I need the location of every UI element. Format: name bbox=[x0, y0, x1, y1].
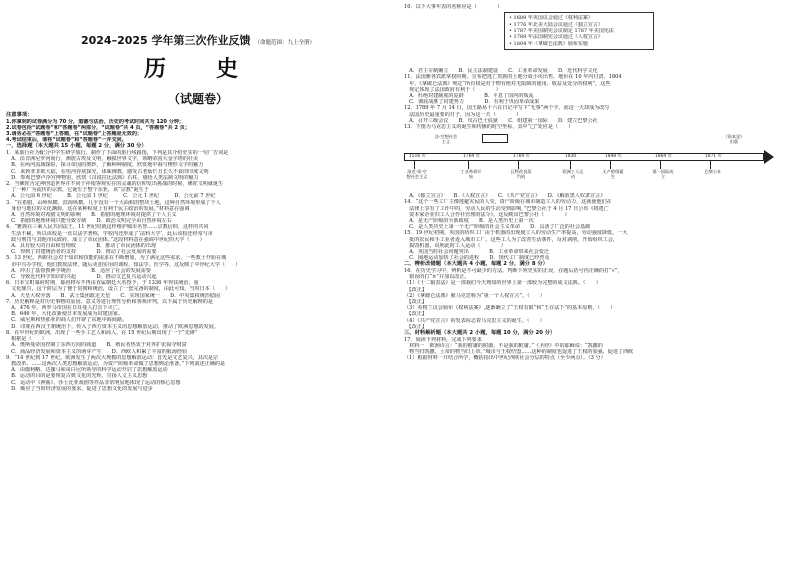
question-line: 身份与地位的文化渊源，这在某种程度上有利于民主政治的发展。”材料意在强调 bbox=[6, 205, 190, 212]
question-line: A．杜绝封建制度的复辟 B．平息了国内的叛乱 bbox=[404, 93, 534, 100]
question-line: 了一种广为流传的宗教，它诞生于整个东亚，该“宗教”诞生于 bbox=[6, 187, 149, 194]
subject-name: 历 史 bbox=[143, 57, 252, 82]
timeline-year: 1516 年 bbox=[409, 154, 426, 160]
notice-heading: 注意事项： bbox=[6, 112, 33, 118]
event-line: • 1776 年北美大陆会议通过《独立宣言》 bbox=[509, 21, 603, 28]
timeline-event-label: 欧洲工人运动 bbox=[562, 169, 584, 180]
notice-line: 1.你拿到的试卷满分为 70 分，道德与法治、历史的考试时间共为 120 分钟； bbox=[6, 118, 185, 125]
question-line: 规定体现了法国政府有利于（ ） bbox=[404, 86, 501, 93]
marxism-timeline bbox=[404, 131, 790, 191]
question-line: 9．“14 世纪到 17 世纪，欧洲发生了两次大规模的思想解放运动：首先是文艺复兴，其次是宗 bbox=[6, 354, 219, 361]
timeline-top-label: 法·空想社会主义 bbox=[434, 134, 458, 145]
event-line: • 1789 年法国制宪会议通过《人权宣言》 bbox=[509, 34, 603, 41]
question-line: C．来到亚非欧大陆，在恒河谷底探究，体味佛教，感受古老灿烂且长久不衰的印度文明 bbox=[6, 168, 209, 175]
event-chronology bbox=[404, 12, 790, 66]
question-line: 12．1789 年 7 月 14 日，国王路易十六在日记中写下“无事”两个字，而这一天却成为改写 bbox=[404, 105, 610, 112]
left-question-list bbox=[6, 143, 390, 392]
question-line: （2）《拿破仑法典》被马克思称为“第一个人权宣言”。（ ） bbox=[404, 292, 545, 299]
question-line: 14．“这个一些工厂主像逃避灾民的人受，资产阶级在城市制造工人的劳动力，这就使他们在 bbox=[404, 199, 612, 206]
question-line: 16．在历史学习中，辨析是不可缺少的方法。判断下列史实的正误，在题后括号内正确的打“√”， bbox=[404, 268, 623, 275]
question-line: 5．13 世纪，西欧社会对于知识和技能的需求在不断增加，为了满足这些需求，一些教士开始在城 bbox=[6, 255, 227, 262]
question-line: 年，《拿破仑法典》规定“所有权是对于物有绝对无限制的使用、收益及处分的权利”。这些 bbox=[404, 80, 611, 87]
question-line: A．是无产阶级的全新政权 B．是人类历史上第一次 bbox=[404, 218, 534, 225]
question-line: 资本家企业归工人合作社管理的法令》，这反映出巴黎公社（ ） bbox=[404, 211, 570, 218]
question-line: D．印度在西汉王朝统治下，传入了西方资本主义的思想解放运动，推动了欧洲思想的发展。 bbox=[6, 323, 219, 330]
event-line: • 1804 年《拿破仑法典》颁布实施 bbox=[509, 40, 588, 47]
section-heading: 二、辨析改错题（本大题共 4 小题，每题 2 分，满分 8 分） bbox=[404, 261, 548, 268]
question-line: A．公元前 6 世纪 B．公元前 1 世纪 C．公元 1 世纪 D．公元前 7 世纪 bbox=[6, 193, 216, 200]
question-line: 根据是（ ） bbox=[6, 336, 47, 343]
right-column bbox=[404, 4, 790, 558]
question-line: B．在两河流域探险，探寻帝国的奥妙，了解种种制度，欣赏地中海与楔形文字的魅力 bbox=[6, 162, 204, 169]
question-line: C．得到了封建统治者的支持 D．推动了社会发展的需要 bbox=[6, 249, 157, 256]
question-line: A．冲击了基督教神学统治 B．适应了社会的发展需要 bbox=[6, 267, 151, 274]
event-line: • 1787 年美国制宪会议制定 1787 年美国宪法 bbox=[509, 28, 614, 35]
timeline-year: 1871 年 bbox=[705, 154, 722, 160]
question-line: A．沿非洲尼罗河而行，测震古埃及文明，触摸世界文字，领略帝国大金字塔的壮美 bbox=[6, 156, 199, 163]
question-line: （1）《十二铜表法》是一部我们今天熟知的世界上第一部较为完整的成文法典。（ ） bbox=[404, 280, 601, 287]
question-line: D．顺应了当时经济发展的要求，促进了思想文化的发展与进步 bbox=[6, 385, 153, 392]
question-line: A．召开三级会议 B．攻占巴士底狱 C．组建第一国际 D．建立巴黎公社 bbox=[404, 117, 598, 124]
event-line: • 1689 年英国议会通过《权利法案》 bbox=[509, 15, 593, 22]
question-line: 法律上享有了工作中的，劳动人民的生活受到影响，”巴黎公社于 4 月 17 日公布《将逃亡 bbox=[404, 205, 609, 212]
question-line: 捣毁机器，说明此时工人运动（ ） bbox=[404, 242, 506, 249]
question-line: 【改正】 bbox=[404, 323, 427, 330]
question-line: 错误的打“×”并加以改正。 bbox=[404, 274, 470, 281]
question-line: A．英国当时社会问题突出 B．工业革命带来社会变迁 bbox=[404, 249, 549, 256]
timeline-year: 1764 年 bbox=[463, 154, 480, 160]
notice-list bbox=[6, 119, 390, 144]
exam-title-text: 2024–2025 学年第三次作业反馈 bbox=[80, 34, 251, 47]
question-line: 【改正】 bbox=[404, 286, 427, 293]
timeline-year: 1830 bbox=[565, 154, 577, 160]
question-line: 11．法国雅各宾派掌权时期，宣布把逃亡贵族的土地分成小块出售，地价在 10 年内付清。1804 bbox=[404, 74, 622, 81]
question-line: （1）根据材料一并结合所学，概括指出中世纪西欧社会分层的特点（至少两点）。（3 分） bbox=[404, 355, 606, 362]
right-question-list-top bbox=[404, 4, 790, 10]
timeline-year: 1864 年 bbox=[655, 154, 672, 160]
question-line: 生活不稀，所以该校是一直以法学著称，学校内还形成了‘法科大学’，此后该校还经常与市 bbox=[6, 230, 213, 237]
left-column bbox=[6, 4, 390, 558]
notice-line: 2.试卷包括“试题卷”和“答题卷”两部分，“试题卷”共 4 页，“答题卷”共 2 页； bbox=[6, 124, 190, 131]
question-line: 7．历史解释是对历史事物的原因、意义等进行理性分析和客观评判，以下属于历史解释的是 bbox=[6, 298, 213, 305]
question-line: 8．在中世纪的欧洲，出现了一些手工艺人和商人，在 15 世纪后期出现了一个“先锋” bbox=[6, 329, 198, 336]
question-line: 教改革。……这两次人类思想解放运动，为资产阶级革命做了思想舆论准备。”下列叙述正确的是 bbox=[6, 360, 226, 367]
question-line: C．导致近代科学知识的兴起 D．推动文艺复兴运动兴起 bbox=[6, 274, 157, 281]
exam-scope: （命题范围：九上全册） bbox=[254, 40, 316, 46]
question-line: 市中兴办学校，他们教授法律，随后更加实用的课程，知法学、医学等，这反映了中世纪大学（ ） bbox=[6, 261, 241, 268]
question-line: A．奥斯曼帝国控制了东西方间的商道 B．殖民者热衷于对外扩张掠夺财富 bbox=[6, 342, 187, 349]
question-line: B．646 年，大化改新使日本发展成为封建国家。 bbox=[6, 311, 123, 318]
question-line: 17．阅读下列材料，完成下列要求 bbox=[404, 336, 482, 343]
section-heading: 三、材料解析题（本大题共 2 小题，每题 10 分，满分 20 分） bbox=[404, 330, 556, 337]
timeline-event-label: 巴黎公社 bbox=[704, 169, 722, 175]
question-line: 政与刑罚与其他市民政府，成立了市民团体。”这段材料意在强调中世纪的大学（ ） bbox=[6, 236, 205, 243]
question-line: 材料一 欧洲诗言：“我的附庸的附庸，不是我的附庸。”《圣经》中的耶稣说：“凯撒的 bbox=[404, 342, 603, 349]
question-line: 15．19 世纪初期，英国的纺织工厂由于机器的出现使工人的劳动生产率提高，劳动强度降低，一大 bbox=[404, 230, 628, 237]
question-line: 物当归凯撒，上帝的物当归上帝。”城市与王权结盟……这种的制度也促进了王权的加强，促进了西欧 bbox=[404, 349, 634, 356]
question-line: A．476 年，西罗马帝国在日耳曼人打击下灭亡。 bbox=[6, 305, 123, 312]
right-question-list-mid bbox=[404, 68, 790, 130]
paper-type: （试题卷） bbox=[167, 92, 228, 106]
question-line: 3．“在希腊，山岭纵横，滨海纵横，几乎没有一个大面积的整块土地，这种自然环境形成了个人 bbox=[6, 199, 221, 206]
question-line: C．希腊的地理环境只能导致专制 D．政治文明完全由自然环境左右 bbox=[6, 218, 172, 225]
timeline-blank-box bbox=[482, 134, 508, 143]
question-line: 2．当佛陀否定神创造世界并不同于祥根客观实在的灵魂的信仰发出挑战的时候，佛陀文明就诞生 bbox=[6, 181, 224, 188]
question-line: D．参观巴黎卢浮宫博物馆，欣赏《汉谟拉比法典》石柱，感悟人类法制文明的魅力 bbox=[6, 174, 199, 181]
question-line: 13．下图为马克思主义的诞生和传播的时空坐标，其中“□”处应是（ ） bbox=[404, 124, 574, 131]
question-line: C．是人类历史上第一个无产阶级的社会主义革命 D．具备了广泛的社会基础 bbox=[404, 224, 591, 231]
notice-line: 4.考试结束后，请将“试题卷”和“答题卷”一并交回。 bbox=[6, 137, 127, 144]
question-line: A．具有较大的自由和管理权 B．推动了市民团体的出现 bbox=[6, 243, 157, 250]
question-line: 4．“雅典在三乘人民共同法王，11 世纪时就这样维护城市名誉……宗教信仰，这样的共同 bbox=[6, 224, 209, 231]
question-line: A．《独立宣言》 B．《人权宣言》 C．《共产党宣言》 D．《解放黑人奴隶宣言》 bbox=[404, 193, 606, 200]
question-line: C．威尼斯和热那亚的商人们开辟了东地中海商路。 bbox=[6, 317, 128, 324]
timeline-year: 1769 年 bbox=[513, 154, 530, 160]
question-line: 文化鼎兴，这个阶层为了便于贯彻和统治，设立了一套完备的制度，由此可知，当时日本（ ） bbox=[6, 286, 231, 293]
timeline-year: 1848 年 bbox=[605, 154, 622, 160]
question-line: C．运动中《神曲》、莎士比亚戏剧等作品非常明显地体现了运动的核心思想 bbox=[6, 379, 181, 386]
question-line: A．君主专制确立 B．民主法制建设 C．工业革命发展 D．近代科学文化 bbox=[404, 68, 598, 75]
event-box bbox=[504, 12, 654, 50]
timeline-event-label: 洛克·英·空想社会主义 bbox=[406, 169, 428, 180]
question-line: C．彻底战胜了封建势力 D．有利于巩固革命成果 bbox=[404, 99, 540, 106]
question-line: 法国历史最重要的日子，因为这一天（ ） bbox=[404, 111, 522, 118]
question-line: C．圈地运动加快了社会的进程 D．现代工厂制度已经普及 bbox=[404, 255, 550, 262]
question-line: A．自然环境对希腊文明的影响 B．希腊的地理环境对提供了个人主义 bbox=[6, 212, 177, 219]
right-question-list-bottom bbox=[404, 193, 790, 361]
exam-title bbox=[6, 34, 390, 50]
timeline-top-label: 《资本论》出版 bbox=[723, 134, 745, 145]
timeline-arrow-icon bbox=[764, 150, 774, 164]
timeline-event-label: 第一国际成立 bbox=[652, 169, 674, 180]
question-line: C．商品经济发展和资本主义的萌芽产生 D．西欧人积累了丰富的航海经验 bbox=[6, 348, 188, 355]
question-line: （4）《共产党宣言》的发表标志着马克思主义的诞生。（ ） bbox=[404, 317, 545, 324]
question-line: A．天皇大权旁落 B．武士集团政走天皇 C．实现国家统一 D．中央集权统治稳固 bbox=[6, 292, 221, 299]
question-line: 10．以下大事年表的名称应是（ ） bbox=[404, 4, 503, 10]
timeline-event-label: 工业革命开始 bbox=[460, 169, 482, 180]
question-line: A．由伽利略、达伽马和哥白尼所领导的科学运动开启了思想解放运动 bbox=[6, 367, 168, 374]
question-line: 1．某旅行社为配合中学生研学旅行，制作了下面的旅行线路图，下列是其介绍史实的一句广告词是 bbox=[6, 150, 229, 156]
question-line: 批的农民和手工业者进入城市工厂。这些工人为了改善生活条件，反对剥削，开始组织工会， bbox=[404, 236, 618, 243]
question-line: 【改正】 bbox=[404, 299, 427, 306]
question-line: 【改正】 bbox=[404, 311, 427, 318]
question-line: B．运动的目的是要恢复古典文化的光辉，宣扬人文主义思想 bbox=[6, 373, 148, 380]
timeline-event-label: 无产阶级诞生 bbox=[602, 169, 624, 180]
question-line: （3）英格兰议会颁布《权利法案》,逐渐确立了“王权有限”和“王在法下”的基本原则。（ ） bbox=[404, 305, 616, 312]
question-line: 6．日本宝町幕府时期，幕府将军不再由直属朝廷大名授予，于 1336 年得其统治，重 bbox=[6, 280, 199, 287]
timeline-event-label: 瓦特改良蒸汽机 bbox=[510, 169, 532, 180]
section-heading: 一、选择题（本大题共 15 小题，每题 2 分，满分 30 分） bbox=[6, 143, 147, 150]
notice-line: 3.请务必在“答题卷”上答题，在“试题卷”上答题是无效的； bbox=[6, 131, 143, 137]
